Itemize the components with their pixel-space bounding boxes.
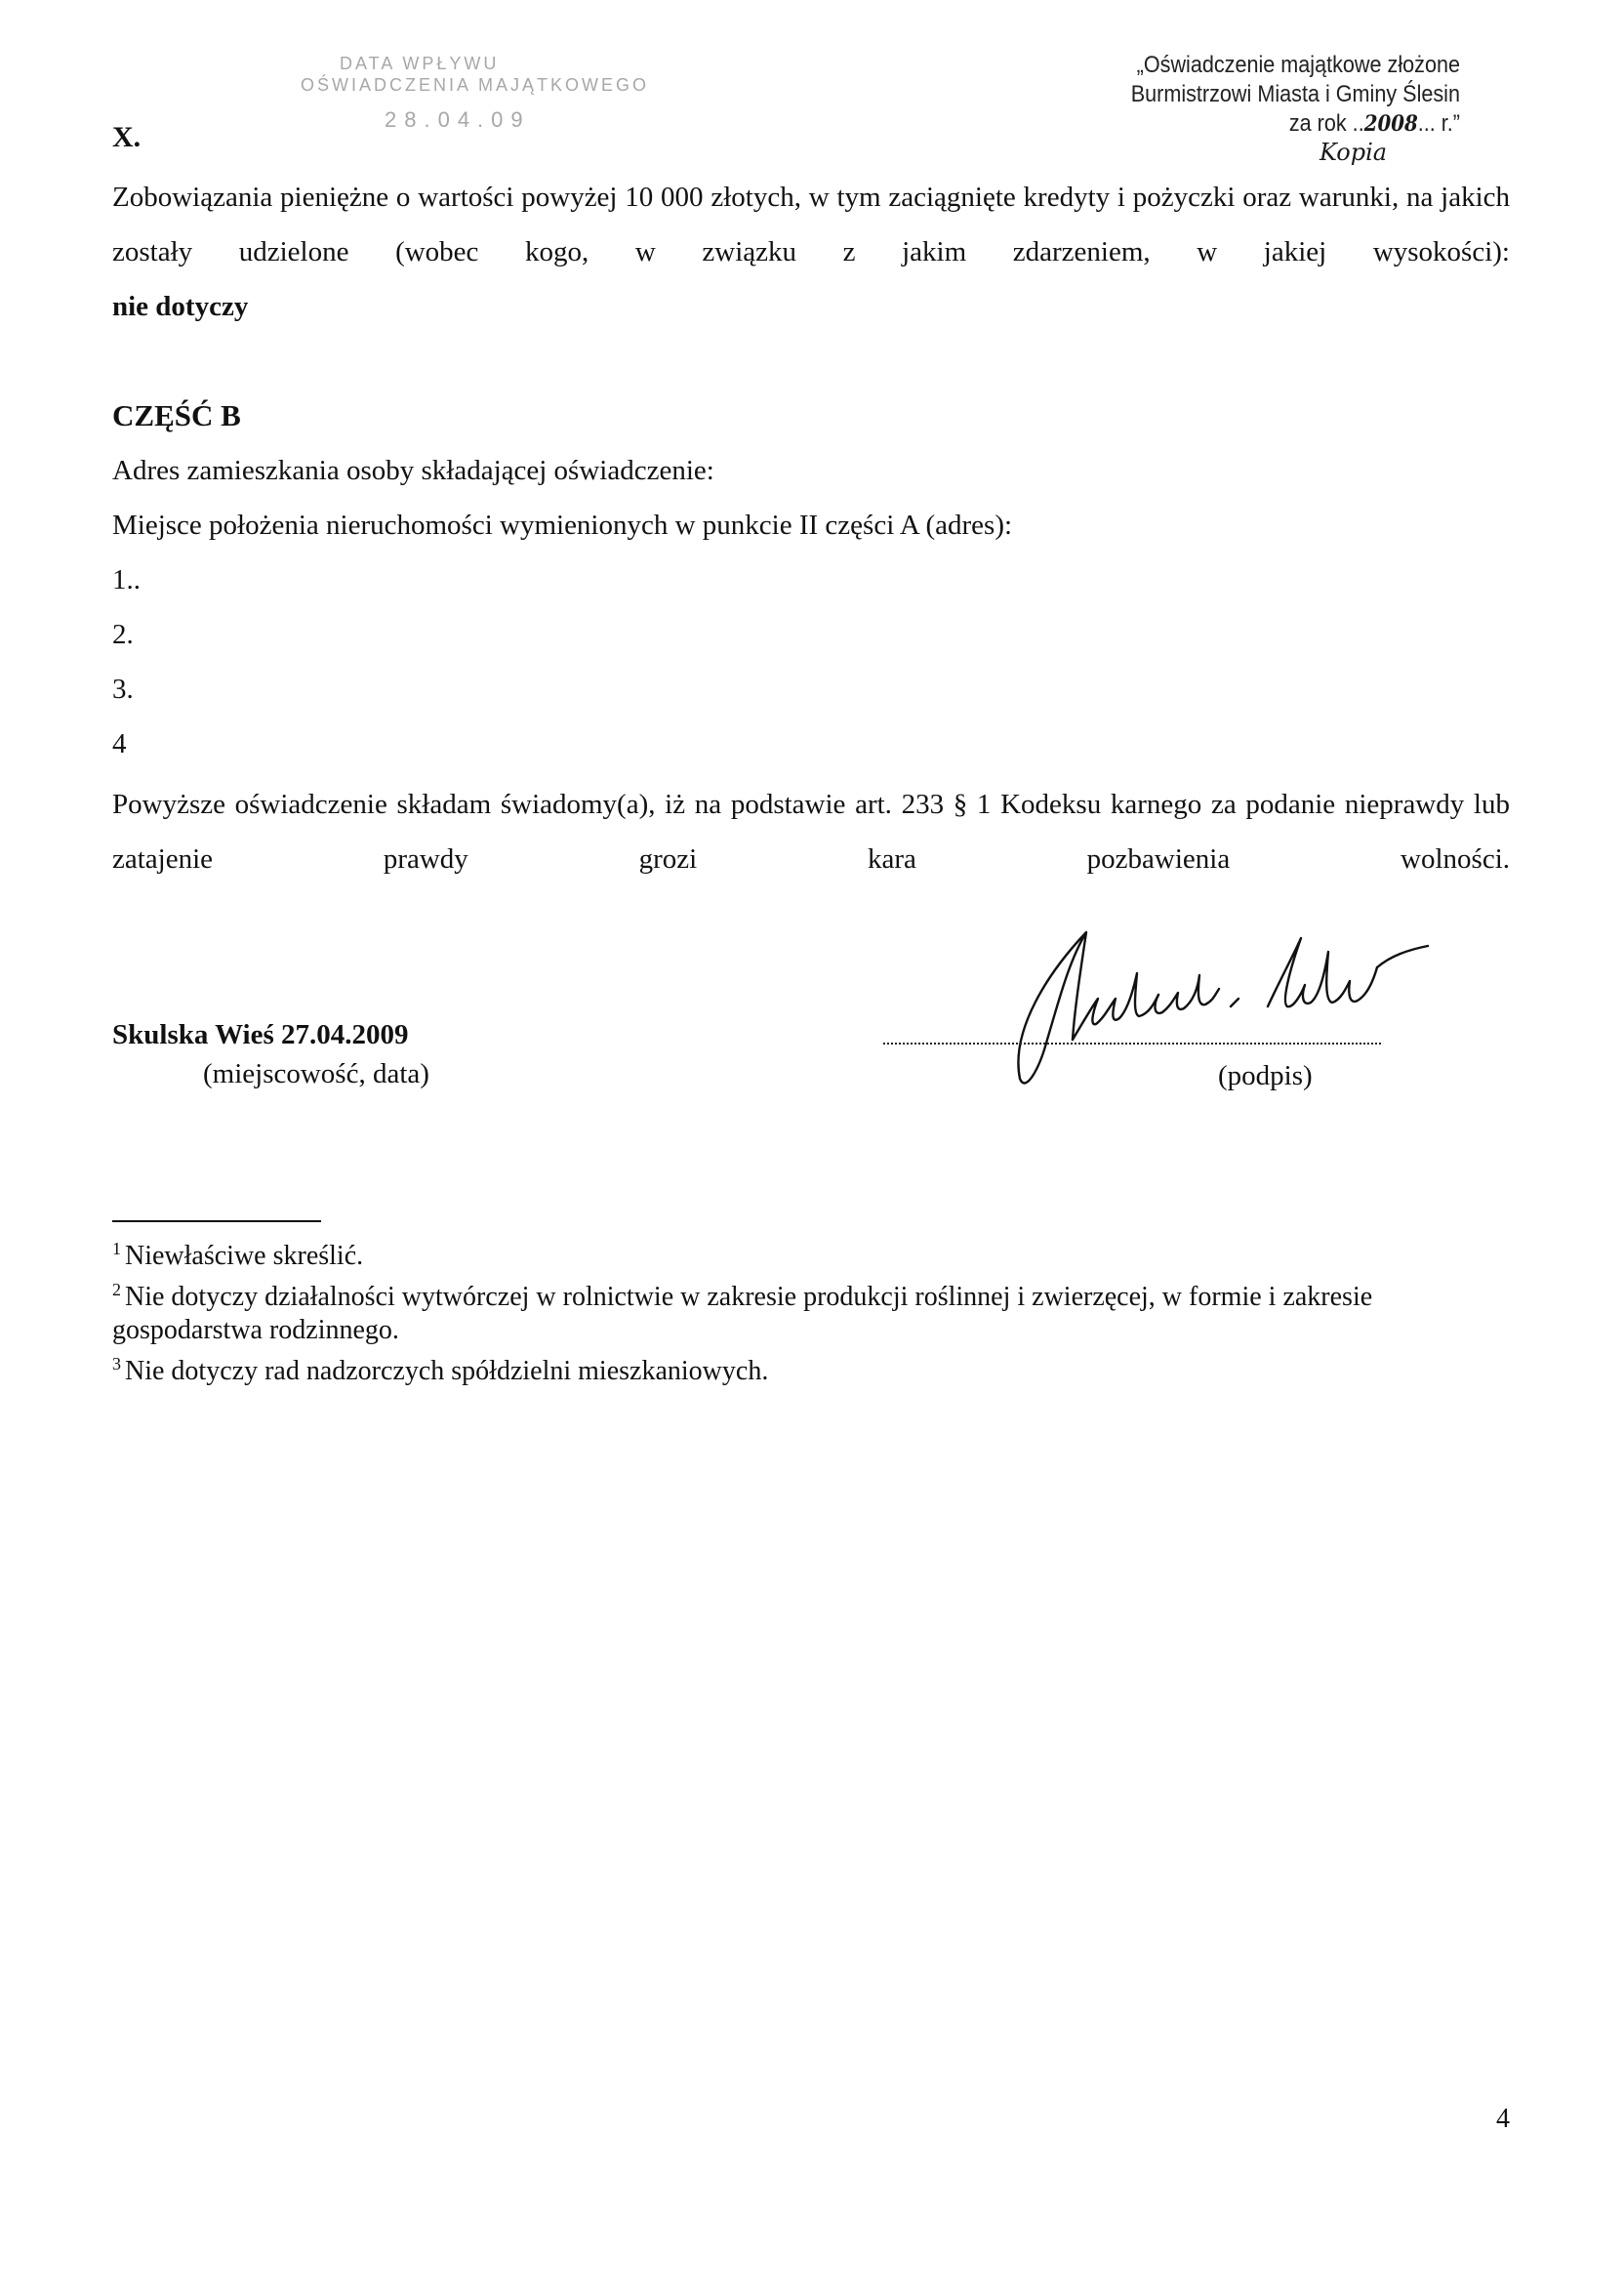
stamp-subtitle: OŚWIADCZENIA MAJĄTKOWEGO (301, 75, 650, 95)
footnotes (112, 1232, 1510, 1388)
handwritten-year: 2008 (1363, 111, 1418, 137)
footnote-3-number: 3 (112, 1354, 121, 1374)
footnote-2-number: 2 (112, 1280, 121, 1299)
section-x-answer: nie dotyczy (112, 291, 249, 322)
year-suffix: ... r.” (1417, 110, 1460, 137)
receipt-stamp (301, 53, 649, 131)
footnote-1-text: Niewłaściwe skreślić. (125, 1241, 364, 1271)
property-item-4: 4 (112, 728, 127, 759)
footnote-rule (112, 1220, 321, 1222)
place-date-value: Skulska Wieś 27.04.2009 (112, 1019, 409, 1050)
stamp-title: DATA WPŁYWU (340, 54, 500, 73)
footnote-1 (112, 1232, 1510, 1273)
header-note (1056, 51, 1460, 139)
part-b-title: CZĘŚĆ B (112, 398, 241, 432)
header-note-line-1: „Oświadczenie majątkowe złożone (1136, 52, 1460, 78)
section-marker: X. (112, 121, 142, 153)
signature-line (883, 1043, 1381, 1045)
footnote-3-text: Nie dotyczy rad nadzorczych spółdzielni mieszkaniowych. (125, 1356, 769, 1386)
stamp-date: 28.04.09 (385, 107, 531, 132)
place-date-caption: (miejscowość, data) (203, 1058, 429, 1089)
footnote-1-number: 1 (112, 1239, 121, 1258)
section-x-text: Zobowiązania pieniężne o wartości powyżej 10 000 złotych, w tym zaciągnięte kredyty i pożyczki oraz warunki, na jakich zostały udzielone (wobec kogo, w związku z jakim zdarzeniem, w jakiej wysokości): (112, 182, 1510, 267)
property-item-3: 3. (112, 674, 134, 705)
footnote-2-text: Nie dotyczy działalności wytwórczej w rolnictwie w zakresie produkcji roślinnej i zwierzęcej, w formie i zakresie gospodarstwa rodzinnego. (112, 1282, 1373, 1345)
property-label: Miejsce położenia nieruchomości wymienionych w punkcie II części A (adres): (112, 510, 1013, 541)
property-item-2: 2. (112, 619, 134, 650)
property-item-1: 1.. (112, 564, 141, 595)
footnote-2 (112, 1273, 1510, 1347)
declaration-text: Powyższe oświadczenie składam świadomy(a), iż na podstawie art. 233 § 1 Kodeksu karnego za podanie nieprawdy lub zatajenie prawdy grozi kara pozbawienia wolności. (112, 789, 1510, 875)
residence-label: Adres zamieszkania osoby składającej oświadczenie: (112, 455, 714, 486)
footnote-3 (112, 1347, 1510, 1388)
year-prefix: za rok .. (1288, 110, 1364, 137)
handwritten-copy-note: Kopia (1320, 139, 1388, 166)
page-number: 4 (1496, 2104, 1510, 2134)
signature-caption: (podpis) (1218, 1060, 1313, 1091)
header-note-line-2: Burmistrzowi Miasta i Gminy Ślesin (1130, 81, 1460, 107)
header-note-line-3 (1056, 109, 1460, 139)
